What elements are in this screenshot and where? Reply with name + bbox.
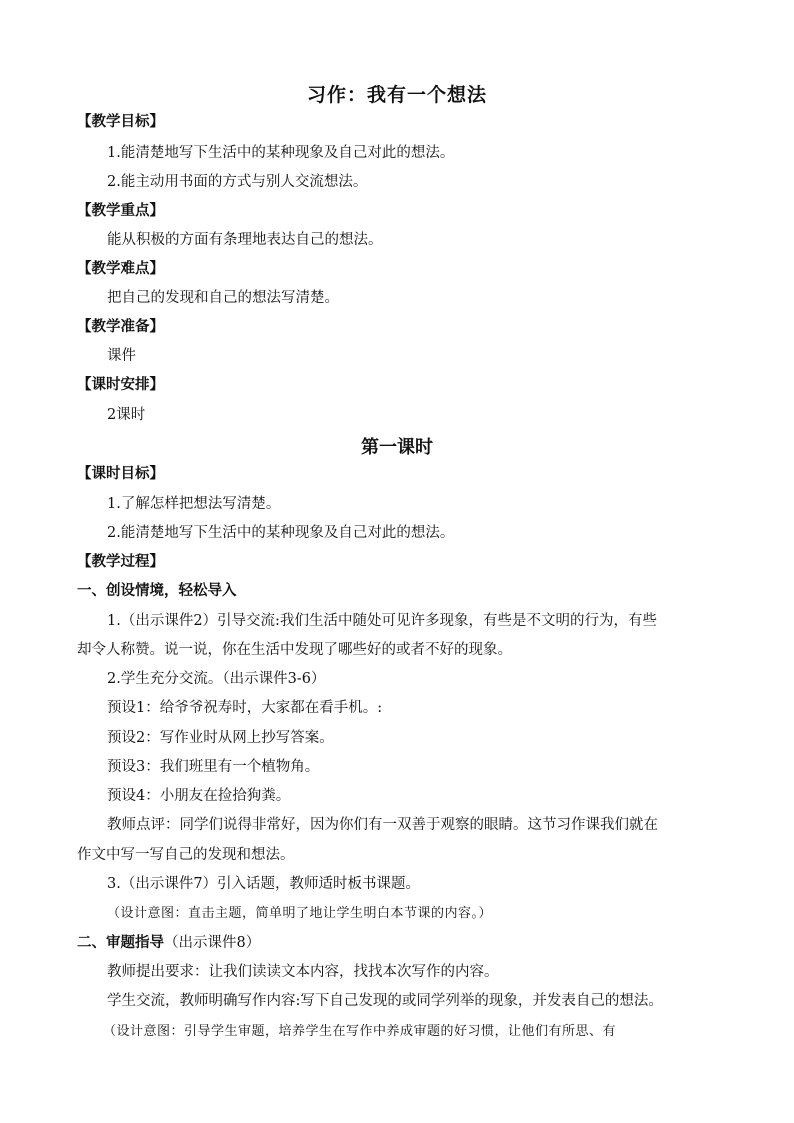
- paragraph-1-line-1: 1.（出示课件2）引导交流:我们生活中随处可见许多现象，有些是不文明的行为，有些: [107, 613, 657, 629]
- lesson-goal-1: 1.了解怎样把想法写清楚。: [107, 496, 281, 512]
- preset-1: 预设1：给爷爷祝寿时，大家都在看手机。:: [107, 700, 383, 716]
- design-intent-2: （设计意图：引导学生审题，培养学生在写作中养成审题的好习惯，让他们有所思、有: [103, 1024, 617, 1039]
- part2-heading-tail: （出示课件8）: [164, 935, 261, 951]
- part1-heading: 一、创设情境，轻松导入: [77, 582, 237, 599]
- preparation-text: 课件: [107, 348, 136, 364]
- teaching-goal-2: 2.能主动用书面的方式与别人交流想法。: [107, 174, 368, 190]
- difficulties-heading: 【教学难点】: [77, 260, 164, 277]
- teacher-requirement: 教师提出要求：让我们读读文本内容，找找本次写作的内容。: [107, 964, 499, 980]
- preset-3: 预设3：我们班里有一个植物角。: [107, 759, 320, 775]
- student-exchange: 学生交流，教师明确写作内容:写下自己发现的或同学列举的现象，并发表自己的想法。: [107, 993, 663, 1009]
- preset-2: 预设2：写作业时从网上抄写答案。: [107, 730, 334, 746]
- key-points-heading: 【教学重点】: [77, 202, 164, 219]
- paragraph-1-line-2: 却令人称赞。说一说，你在生活中发现了哪些好的或者不好的现象。: [77, 642, 512, 658]
- preparation-heading: 【教学准备】: [77, 318, 164, 335]
- document-title: 习作：我有一个想法: [306, 84, 487, 106]
- paragraph-2: 2.学生充分交流。（出示课件3-6）: [107, 671, 326, 687]
- schedule-text: 2课时: [107, 407, 146, 423]
- lesson-goals-heading: 【课时目标】: [77, 465, 164, 482]
- schedule-heading: 【课时安排】: [77, 376, 164, 393]
- difficulties-text: 把自己的发现和自己的想法写清楚。: [107, 290, 339, 306]
- teacher-comment-line-2: 作文中写一写自己的发现和想法。: [77, 847, 295, 863]
- part2-heading-line: [77, 933, 717, 953]
- preset-4: 预设4：小朋友在捡拾狗粪。: [107, 788, 291, 804]
- teaching-goal-1: 1.能清楚地写下生活中的某种现象及自己对此的想法。: [107, 145, 455, 161]
- lesson-title: 第一课时: [361, 437, 433, 458]
- teaching-goals-heading: 【教学目标】: [77, 113, 164, 130]
- paragraph-3: 3.（出示课件7）引入话题，教师适时板书课题。: [107, 876, 421, 892]
- part2-heading: 二、审题指导: [77, 934, 164, 951]
- key-points-text: 能从积极的方面有条理地表达自己的想法。: [107, 232, 383, 248]
- lesson-goal-2: 2.能清楚地写下生活中的某种现象及自己对此的想法。: [107, 525, 455, 541]
- process-heading: 【教学过程】: [77, 553, 164, 570]
- teacher-comment-line-1: 教师点评：同学们说得非常好，因为你们有一双善于观察的眼睛。这节习作课我们就在: [107, 817, 658, 833]
- design-intent-1: （设计意图：直击主题，简单明了地让学生明白本节课的内容。）: [107, 906, 493, 921]
